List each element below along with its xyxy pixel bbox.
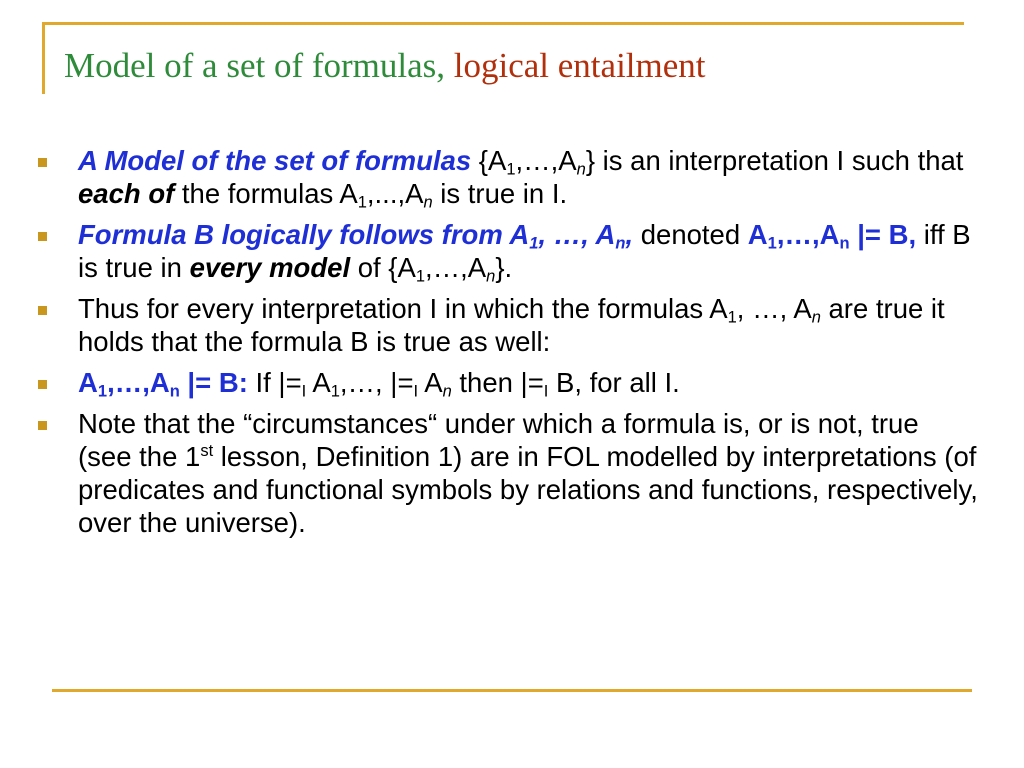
title-accent: logical entailment	[453, 46, 706, 85]
left-rule	[42, 22, 45, 94]
follows-term: ,	[625, 219, 634, 250]
subscript: n	[615, 234, 626, 253]
subscript: n	[811, 308, 821, 327]
slide-title	[64, 47, 706, 86]
bullet-marker	[38, 380, 47, 389]
follows-term: Formula B logically follows from A	[78, 219, 530, 250]
subscript: n	[169, 382, 180, 401]
text: ,…,A	[515, 145, 577, 176]
bullet-item-note	[38, 407, 978, 539]
bullet-marker	[38, 306, 47, 315]
subscript: I	[543, 382, 549, 401]
subscript: n	[423, 193, 433, 212]
text: }.	[495, 252, 513, 283]
subscript: 1	[506, 160, 516, 179]
entailment-notation: A	[78, 367, 98, 398]
text: Note that the “circumstances“ under which a formula is, or is not, true (see the 1	[78, 408, 919, 472]
emphasis-each-of: each of	[78, 178, 175, 209]
bullet-marker	[38, 232, 47, 241]
text: are true it holds that the formula B is true as well:	[78, 293, 945, 357]
text: If |=	[247, 367, 302, 398]
text: A	[418, 367, 443, 398]
subscript: I	[413, 382, 419, 401]
bullet-item-entailment	[38, 366, 978, 399]
top-rule	[42, 22, 964, 25]
text: denoted	[633, 219, 748, 250]
subscript: 1	[97, 382, 108, 401]
subscript: 1	[529, 234, 539, 253]
title-main: Model of a set of formulas,	[64, 46, 454, 85]
subscript: 1	[767, 234, 777, 253]
text: {A	[471, 145, 507, 176]
text: ,...,A	[366, 178, 424, 209]
entailment-notation: ,…,A	[107, 367, 170, 398]
text: Thus for every interpretation I in which the formulas A	[78, 293, 728, 324]
subscript: n	[839, 234, 850, 253]
emphasis-every-model: every model	[189, 252, 351, 283]
entailment-notation: |= B,	[849, 219, 917, 250]
subscript: n	[576, 160, 586, 179]
text: B, for all I.	[548, 367, 680, 398]
bullet-item-thus	[38, 292, 978, 358]
entailment-notation: A	[747, 219, 768, 250]
text: } is an interpretation I such that	[585, 145, 964, 176]
model-definition-term: A Model of the set of formulas	[78, 145, 472, 176]
text: is true in I.	[432, 178, 568, 209]
text: iff B is true in	[78, 219, 971, 283]
bullet-item-follows	[38, 218, 978, 284]
text: the formulas A	[174, 178, 358, 209]
text: lesson, Definition 1) are in FOL modelled by interpretations (of predicates and functional symbols by relations and functions, respectively, over the universe).	[78, 441, 978, 538]
entailment-notation: ,…,A	[776, 219, 840, 250]
subscript: n	[486, 267, 496, 286]
text: then |=	[451, 367, 544, 398]
superscript: st	[200, 441, 214, 460]
bullet-item-model	[38, 144, 978, 210]
text: ,…, |=	[339, 367, 414, 398]
subscript: n	[442, 382, 452, 401]
bullet-marker	[38, 421, 47, 430]
follows-term: , …, A	[538, 219, 616, 250]
subscript: I	[301, 382, 307, 401]
bottom-rule	[52, 689, 972, 692]
entailment-notation: |= B:	[179, 367, 248, 398]
text: of {A	[350, 252, 416, 283]
bullet-marker	[38, 158, 47, 167]
text: A	[306, 367, 331, 398]
subscript: 1	[727, 308, 737, 327]
subscript: 1	[415, 267, 426, 286]
subscript: 1	[330, 382, 340, 401]
text: ,…,A	[425, 252, 487, 283]
text: , …, A	[736, 293, 812, 324]
subscript: 1	[357, 193, 367, 212]
bullet-list	[38, 144, 978, 547]
